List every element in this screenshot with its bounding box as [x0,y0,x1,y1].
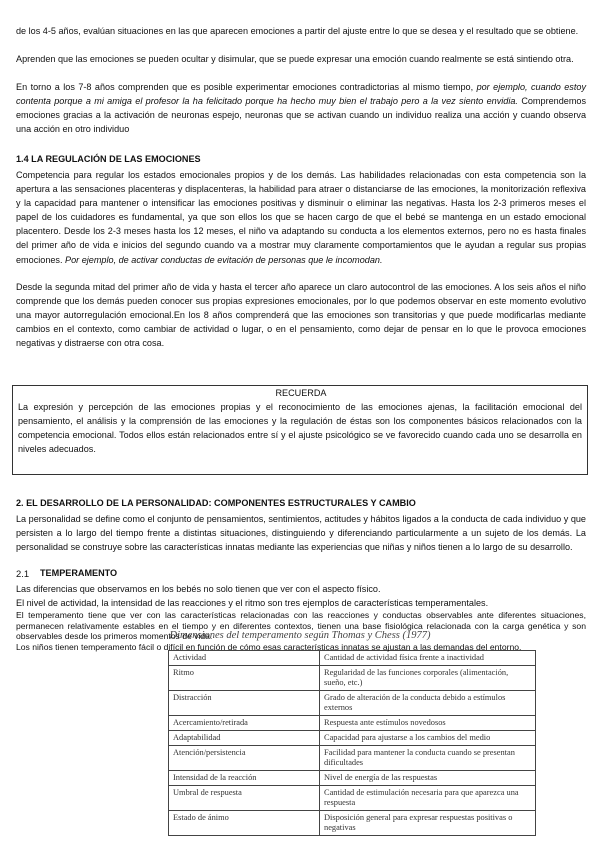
dimension-cell: Estado de ánimo [169,811,320,836]
recuerda-title: RECUERDA [275,388,327,398]
description-cell: Respuesta ante estímulos novedosos [320,716,536,731]
table-row [169,691,536,716]
paragraph-emotion-evaluation: de los 4-5 años, evalúan situaciones en las que aparecen emociones a partir del ajuste entre lo que se desea y el resultado que se obtiene. [16,26,579,36]
example-italic: por ejemplo, cuando estoy contenta porque a mi amiga el profesor la ha felicitado porque ha hecho muy bien el trabajo pero a la vez siento envidia. [16,82,586,107]
description-cell: Cantidad de estimulación necesaria para que aparezca una respuesta [320,786,536,811]
example-italic: Por ejemplo, de activar conductas de evitación de personas que le incomodan. [65,254,383,265]
table-row [169,731,536,746]
paragraph-hide-emotions: Aprenden que las emociones se pueden ocultar y disimular, que se puede expresar una emoción cuando realmente se está sintiendo otra. [16,54,574,64]
recuerda-text: La expresión y percepción de las emociones propias y el reconocimiento de las emociones ajenas, la facilitación emocional del pensamiento, el análisis y la comprensión de las emociones y la regulación de éstas son los componentes básicos relacionados con la competencia emocional. Todos ellos están relacionados entre sí y el ajuste psicológico se ve favorecido cuando cada uno se desarrolla en niveles adecuados. [18,402,582,455]
dimension-cell: Atención/persistencia [169,746,320,771]
dimension-cell: Ritmo [169,666,320,691]
section-heading-1-4: 1.4 LA REGULACIÓN DE LAS EMOCIONES [16,154,201,164]
paragraph-temperament-definition: El temperamento tiene que ver con las características relacionadas con las reacciones y conductas observables ante diferentes situaciones, permanecen relativamente estables en el tiempo y en diferentes contextos, tienen una base fisiológica relacionada con la carga genética y son observables desde los primeros momentos de vida. [16,610,586,642]
table-row [169,666,536,691]
description-cell: Cantidad de actividad física frente a inactividad [320,651,536,666]
paragraph-easy-difficult-temperament: Los niños tienen temperamento fácil o difícil en función de cómo esas características innatas se ajustan a las demandas del entorno. [16,642,522,652]
dimension-cell: Adaptabilidad [169,731,320,746]
table-row [169,771,536,786]
description-cell: Grado de alteración de la conducta debido a estímulos externos [320,691,536,716]
table-row [169,811,536,836]
description-cell: Capacidad para ajustarse a los cambios del medio [320,731,536,746]
description-cell: Regularidad de las funciones corporales (alimentación, sueño, etc.) [320,666,536,691]
table-row [169,786,536,811]
table-row [169,716,536,731]
description-cell: Disposición general para expresar respuestas positivas o negativas [320,811,536,836]
paragraph-regulation-competence: Competencia para regular los estados emocionales propios y de los demás. Las habilidades relacionadas con esta competencia son la apertura a las sensaciones placenteras y displacenteras, la habilidad para atraer o distanciarse de las emociones, la monitorización reflexiva y la capacidad para mantener o intensificar las emociones positivas y disminuir o eliminar las negativas. Hasta los 2-3 primeros meses el papel de los cuidadores es fundamental, ya que son ellos los que se hacen cargo de que el bebé se mantenga en un estado emocional placentero. Desde los 2-3 meses hasta los 12 meses, el niño va adaptando su conducta a los elementos externos, pero no es hasta finales del primer año de vida e inicios del segundo cuando va a mostrar muy claramente comportamientos que le ayudan a regular sus propias emociones. Por ejemplo, de activar conductas de evitación de personas que le incomodan. [16,170,586,265]
description-cell: Nivel de energía de las respuestas [320,771,536,786]
dimension-cell: Intensidad de la reacción [169,771,320,786]
paragraph-self-control: Desde la segunda mitad del primer año de vida y hasta el tercer año aparece un claro autocontrol de las emociones. A los seis años el niño comprende que los demás pueden conocer sus propias expresiones emocionales, por lo que podemos observar en este momento evolutivo una mayor autorregulación emocional.En los 8 años comprenderá que las emociones son transitorias y que puede modificarlas mediante cambios en el contexto, como cambiar de actividad o lugar, o en el pensamiento, como dejar de pensar en lo que le provoca emociones negativas y distraerse con otra cosa. [16,282,586,349]
subsection-heading-temperamento: TEMPERAMENTO [40,568,118,578]
section-heading-2: 2. EL DESARROLLO DE LA PERSONALIDAD: COMPONENTES ESTRUCTURALES Y CAMBIO [16,498,416,508]
temperament-dimensions-table [168,650,536,836]
description-cell: Facilidad para mantener la conducta cuando se presentan dificultades [320,746,536,771]
table-row [169,651,536,666]
dimension-cell: Acercamiento/retirada [169,716,320,731]
table-row [169,746,536,771]
dimension-cell: Umbral de respuesta [169,786,320,811]
dimension-cell: Distracción [169,691,320,716]
table-caption: Dimensiones del temperamento según Thomas y Chess (1977) [169,630,431,641]
paragraph-contradictory-emotions: En torno a los 7-8 años comprenden que es posible experimentar emociones contradictorias al mismo tiempo, por ejemplo, cuando estoy contenta porque a mi amiga el profesor la ha felicitado porque ha hecho muy bien el trabajo pero a la vez siento envidia. Comprendemos emociones gracias a la activación de neuronas espejo, neuronas que se activan cuando un individuo realiza una acción y cuando observa una acción en otro individuo [16,82,587,135]
recuerda-box [12,385,588,475]
subsection-number: 2.1 [16,568,30,579]
dimension-cell: Actividad [169,651,320,666]
paragraph-personality-definition: La personalidad se define como el conjunto de pensamientos, sentimientos, actitudes y hábitos ligados a la conducta de cada individuo y que persisten a lo largo del tiempo frente a distintas situaciones, distinguiendo y diferenciando particularmente a un sujeto de los demás. La personalidad se construye sobre las características innatas mediante las experiencias que niñas y niños tienen a lo largo de su desarrollo. [16,514,586,553]
paragraph-baby-differences: Las diferencias que observamos en los bebés no solo tienen que ver con el aspecto físico. [16,584,381,594]
paragraph-temperament-examples: El nivel de actividad, la intensidad de las reacciones y el ritmo son tres ejemplos de características temperamentales. [16,598,489,608]
